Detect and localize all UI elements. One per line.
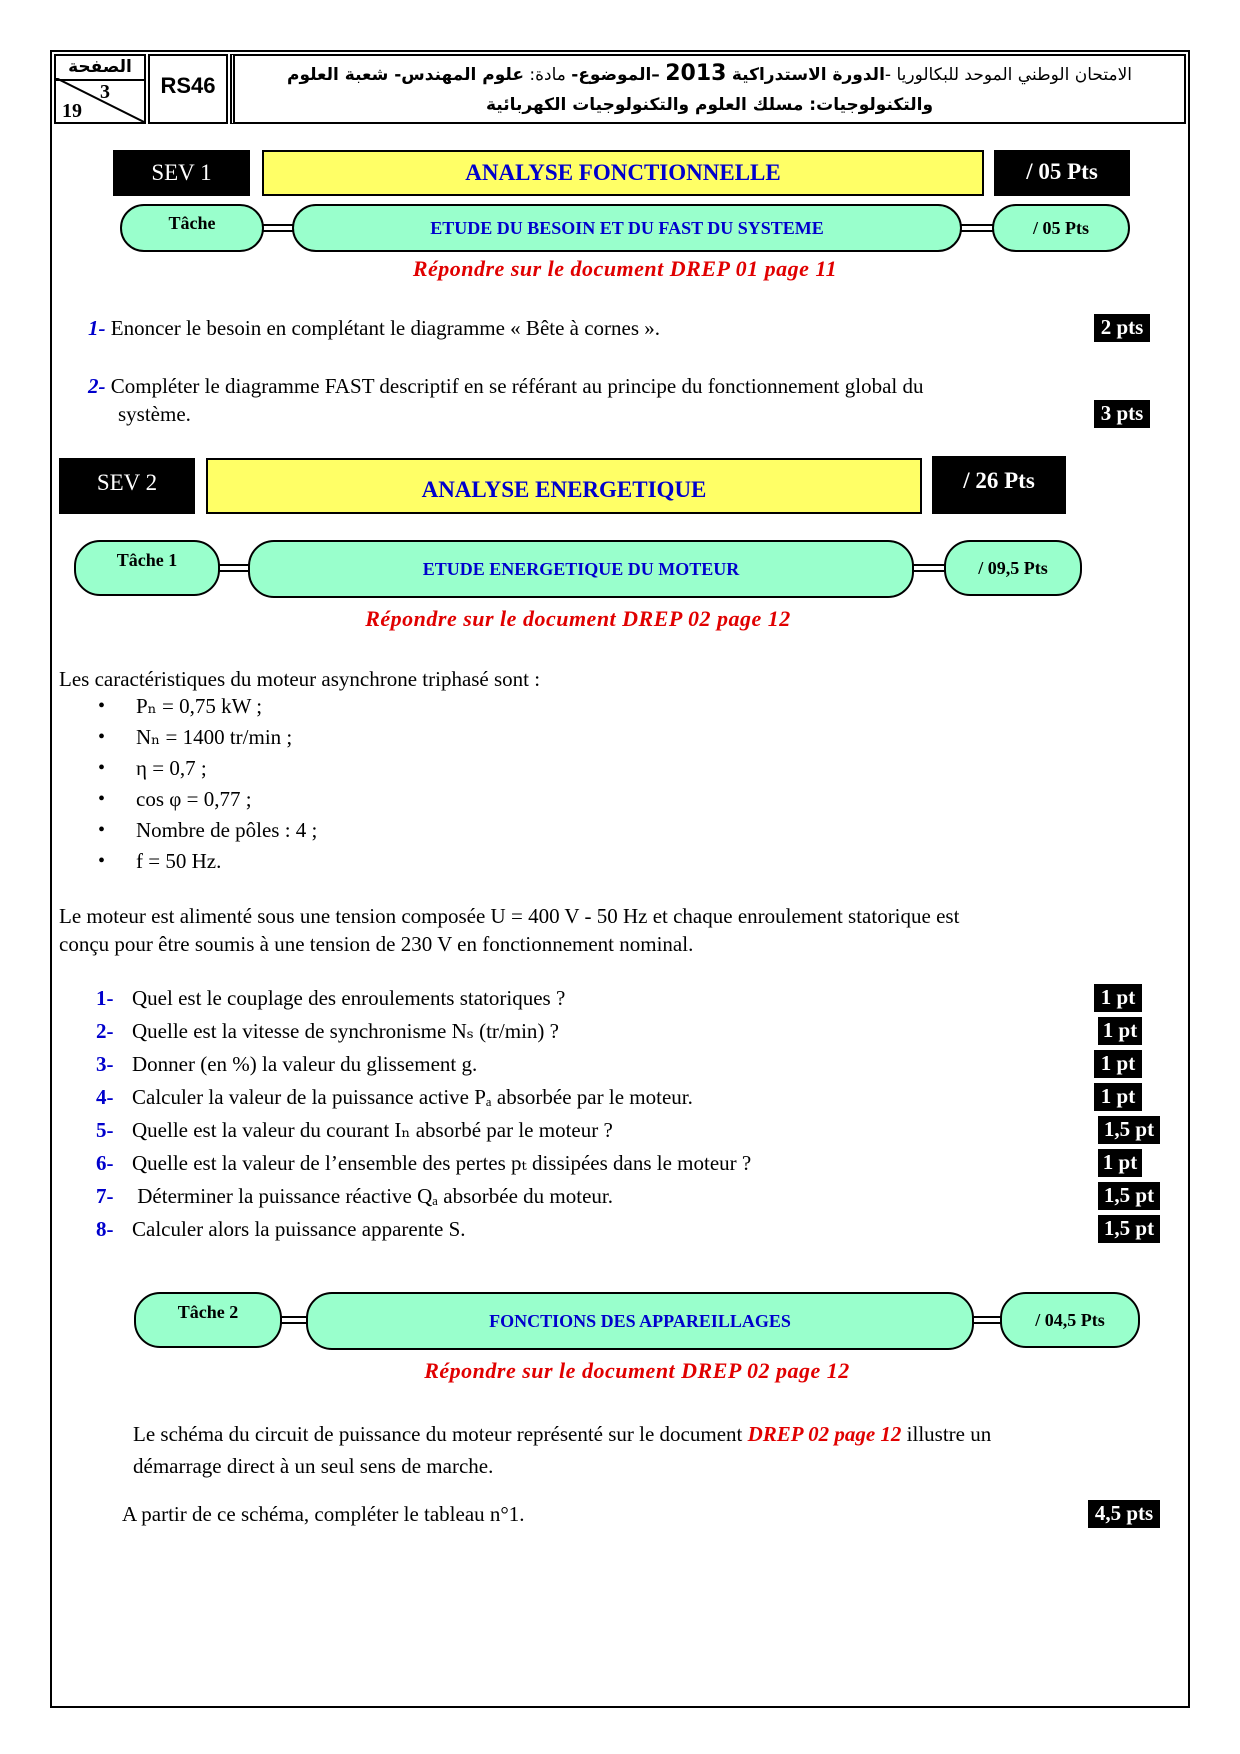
header-field: علوم المهندس- شعبة العلوم — [286, 65, 524, 85]
connector — [218, 564, 250, 572]
header-line-2: والتكنولوجيات: مسلك العلوم والتكنولوجيات الكهربائية — [485, 95, 934, 115]
sev2-title: ANALYSE ENERGETIQUE — [206, 458, 922, 514]
question-number: 8- — [96, 1217, 114, 1241]
question-number: 6- — [96, 1151, 114, 1175]
paragraph-line-1: Le moteur est alimenté sous une tension composée U = 400 V - 50 Hz et chaque enroulement statorique est — [59, 904, 960, 928]
sev2-instruction-1: Répondre sur le document DREP 02 page 12 — [365, 606, 791, 631]
question-text: Quelle est la valeur du courant Iₙ absorbé par le moteur ? — [132, 1118, 613, 1142]
sev2-questions — [96, 983, 1096, 1247]
characteristic-item — [98, 753, 698, 784]
question-row — [96, 1181, 1096, 1214]
sev1-instruction: Répondre sur le document DREP 01 page 11 — [412, 256, 838, 281]
characteristic-item — [98, 846, 698, 877]
points-badge: 1,5 pt — [1098, 1116, 1160, 1144]
question-row — [96, 1016, 1096, 1049]
header-matter: مادة: — [529, 65, 566, 85]
schema-text: démarrage direct à un seul sens de marche. — [133, 1454, 494, 1478]
characteristic-item — [98, 691, 698, 722]
sev1-question-1 — [88, 314, 1088, 342]
question-number: 4- — [96, 1085, 114, 1109]
page-label: الصفحة — [56, 57, 144, 81]
question-number: 1- — [96, 986, 114, 1010]
characteristic-item — [98, 815, 698, 846]
characteristic-text: cos φ = 0,77 ; — [136, 787, 252, 811]
characteristic-text: Nₙ = 1400 tr/min ; — [136, 725, 293, 749]
motor-paragraph — [59, 902, 1179, 958]
question-number: 2- — [96, 1019, 114, 1043]
question-number: 1- — [88, 316, 106, 340]
points-badge: 3 pts — [1094, 400, 1150, 428]
characteristic-text: Nombre de pôles : 4 ; — [136, 818, 318, 842]
question-number: 2- — [88, 374, 106, 398]
sev2-task2-points: / 04,5 Pts — [1000, 1292, 1140, 1348]
question-text: Quelle est la vitesse de synchronisme Nₛ (tr/min) ? — [132, 1019, 559, 1043]
characteristic-text: η = 0,7 ; — [136, 756, 207, 780]
points-badge: 4,5 pts — [1088, 1500, 1160, 1528]
characteristic-text: Pₙ = 0,75 kW ; — [136, 694, 263, 718]
question-text-cont: système. — [118, 402, 191, 426]
question-text: Calculer la valeur de la puissance active Pₐ absorbée par le moteur. — [132, 1085, 693, 1109]
question-text: Enoncer le besoin en complétant le diagramme « Bête à cornes ». — [110, 316, 661, 340]
question-number: 7- — [96, 1184, 114, 1208]
drep-reference: DREP 02 page 12 — [747, 1422, 902, 1446]
exam-code: RS46 — [148, 54, 228, 124]
sev1-title: ANALYSE FONCTIONNELLE — [262, 150, 984, 196]
question-row — [96, 1148, 1096, 1181]
question-text: Quelle est la valeur de l’ensemble des pertes pₜ dissipées dans le moteur ? — [132, 1151, 752, 1175]
sev1-task-title: ETUDE DU BESOIN ET DU FAST DU SYSTEME — [292, 204, 962, 252]
question-text: Calculer alors la puissance apparente S. — [132, 1217, 466, 1241]
schema-text: illustre un — [901, 1422, 992, 1446]
characteristic-text: f = 50 Hz. — [136, 849, 222, 873]
schema-paragraph — [133, 1418, 1173, 1482]
final-instruction: A partir de ce schéma, compléter le tableau n°1. — [122, 1502, 525, 1526]
sev2-task1-title: ETUDE ENERGETIQUE DU MOTEUR — [248, 540, 914, 598]
characteristics-list — [98, 691, 698, 877]
header-subject: –الموضوع- — [571, 65, 660, 85]
sev2-task1-label: Tâche 1 — [74, 540, 220, 596]
question-row — [96, 1115, 1096, 1148]
page-number-box — [54, 54, 146, 124]
sev2-task1-points: / 09,5 Pts — [944, 540, 1082, 596]
sev1-task-label: Tâche — [120, 204, 264, 252]
sev1-task-points: / 05 Pts — [992, 204, 1130, 252]
question-number: 5- — [96, 1118, 114, 1142]
sev1-points: / 05 Pts — [994, 150, 1130, 196]
question-row — [96, 1214, 1096, 1247]
question-text: Quel est le couplage des enroulements statoriques ? — [132, 986, 566, 1010]
points-badge: 1 pt — [1094, 984, 1142, 1012]
question-text: Donner (en %) la valeur du glissement g. — [132, 1052, 478, 1076]
points-badge: 2 pts — [1094, 314, 1150, 342]
sev2-points: / 26 Pts — [932, 456, 1066, 514]
characteristic-item — [98, 784, 698, 815]
page-total: 19 — [62, 100, 82, 122]
points-badge: 1 pt — [1098, 1149, 1142, 1177]
sev1-label: SEV 1 — [113, 150, 250, 196]
sev2-instruction-2: Répondre sur le document DREP 02 page 12 — [424, 1358, 850, 1383]
points-badge: 1 pt — [1094, 1050, 1142, 1078]
sev1-question-2 — [88, 372, 1128, 428]
connector — [262, 224, 294, 232]
characteristic-item — [98, 722, 698, 753]
paragraph-line-2: conçu pour être soumis à une tension de 230 V en fonctionnement nominal. — [59, 932, 694, 956]
question-row — [96, 983, 1096, 1016]
schema-text: Le schéma du circuit de puissance du moteur représenté sur le document — [133, 1422, 748, 1446]
connector — [972, 1316, 1002, 1324]
question-row — [96, 1049, 1096, 1082]
sev2-label: SEV 2 — [59, 458, 195, 514]
question-text: Compléter le diagramme FAST descriptif en se référant au principe du fonctionnement global du — [110, 374, 924, 398]
sev2-task2-title: FONCTIONS DES APPAREILLAGES — [306, 1292, 974, 1350]
motor-intro: Les caractéristiques du moteur asynchrone triphasé sont : — [59, 667, 541, 691]
page-number: 3 — [100, 81, 110, 103]
sev2-task2-label: Tâche 2 — [134, 1292, 282, 1348]
exam-header — [230, 54, 1186, 124]
connector — [912, 564, 946, 572]
header-year: 2013 — [665, 61, 727, 86]
connector — [280, 1316, 308, 1324]
points-badge: 1,5 pt — [1098, 1182, 1160, 1210]
points-badge: 1,5 pt — [1098, 1215, 1160, 1243]
header-pre: الامتحان الوطني الموحد للبكالوريا - — [884, 65, 1132, 85]
points-badge: 1 pt — [1094, 1083, 1142, 1111]
question-row — [96, 1082, 1096, 1115]
header-line-1 — [245, 59, 1174, 90]
question-number: 3- — [96, 1052, 114, 1076]
header-session: الدورة الاستدراكية — [731, 65, 885, 85]
connector — [960, 224, 994, 232]
question-text: Déterminer la puissance réactive Qₐ absorbée du moteur. — [132, 1184, 613, 1208]
points-badge: 1 pt — [1098, 1017, 1142, 1045]
